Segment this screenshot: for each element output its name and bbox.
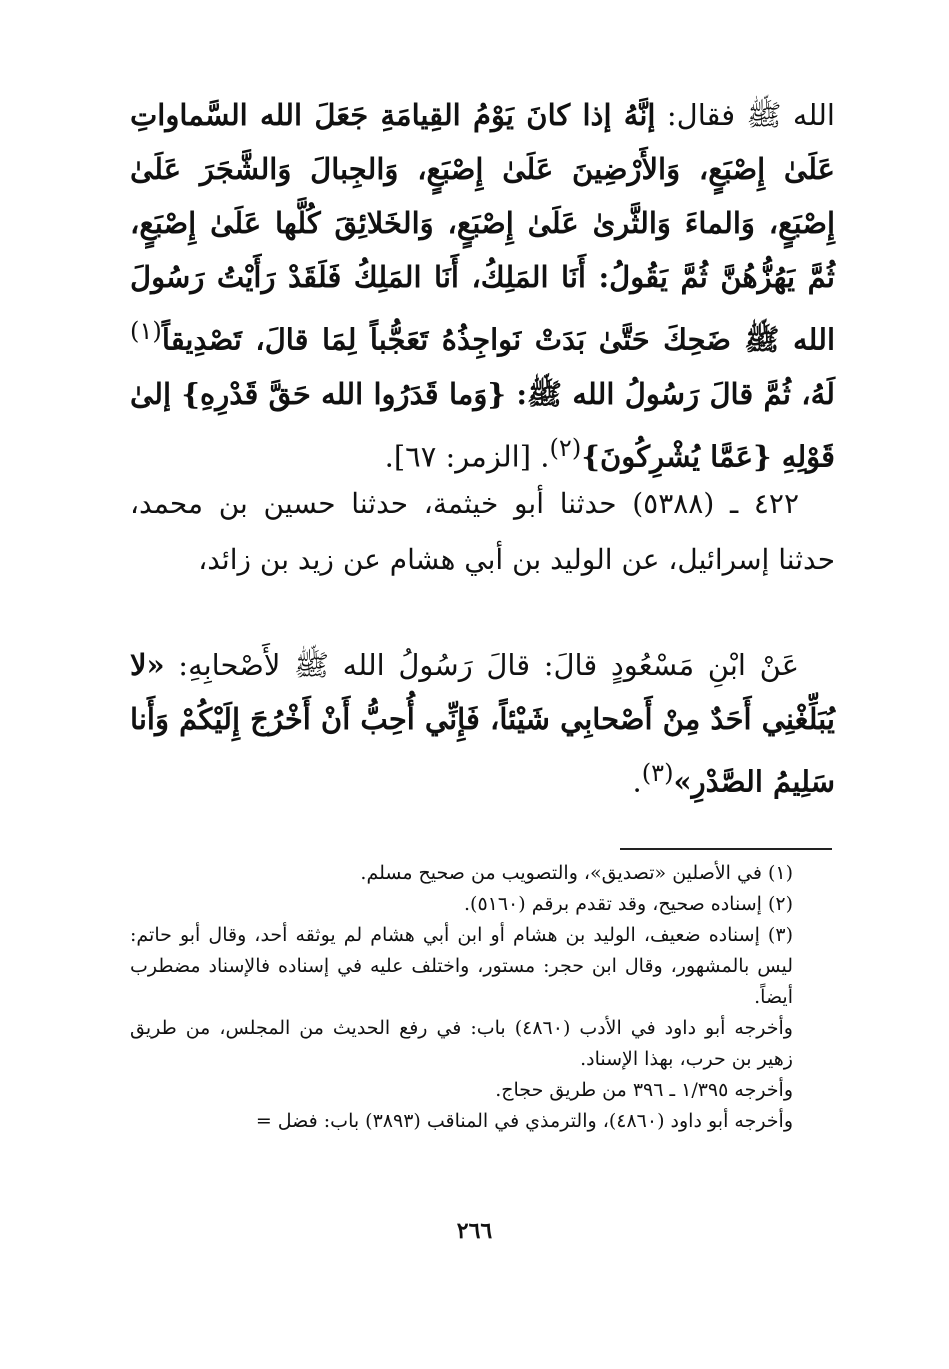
hadith-422-isnad-text: ٤٢٢ ـ (٥٣٨٨) حدثنا أبو خيثمة، حدثنا حسين بن محمد، حدثنا إسرائيل، عن الوليد بن أبي هشام عن زيد بن زائد، [130, 487, 835, 576]
footnote-separator [620, 848, 832, 850]
footnote-3: (٣) إسناده ضعيف، الوليد بن هشام أو ابن أبي هشام لم يوثقه أحد، وقال أبو حاتم: ليس بالمشهور، وقال ابن حجر: مستور، واختلف عليه في إسناده فالإسناد مضطرب أيضاً. [130, 924, 793, 1008]
hadith-421-body: إنَّهُ إذا كانَ يَوْمُ القِيامَةِ جَعَلَ الله السَّماواتِ عَلَىٰ إِصْبَعٍ، وَالأَرْضِينَ عَلَىٰ إِصْبَعٍ، وَالجِبالَ وَالشَّجَرَ عَلَىٰ إِصْبَعٍ، وَالماءَ وَالثَّرىٰ عَلَىٰ إِصْبَعٍ، وَالخَلائِقَ كُلَّها عَلَىٰ إِصْبَعٍ، ثُمَّ يَهُزُّهُنَّ ثُمَّ يَقُولُ: أَنَا المَلِكُ، أَنَا المَلِكُ فَلَقَدْ رَأَيْتُ رَسُولَ الله ﷺ ضَحِكَ حَتَّىٰ بَدَتْ نَواجِذُهُ تَعَجُّباً لِمَا قالَ، تَصْدِيقاً [130, 98, 835, 357]
footnote-ref-3: (٣) [641, 759, 674, 787]
hadith-421-lead: الله ﷺ فقال: [655, 98, 835, 132]
footnote-ref-1: (١) [130, 317, 162, 345]
footnotes [130, 858, 835, 1137]
footnote-3-continuation: وأخرجه أبو داود في الأدب (٤٨٦٠) باب: في رفع الحديث من المجلس، من طريق زهير بن حرب، بهذا الإسناد. [130, 1017, 793, 1070]
hadith-422-end: . [632, 764, 642, 799]
hadith-422-body: «لا يُبَلِّغْنِي أَحَدٌ مِنْ أَصْحابِي شَيْئاً، فَإِنِّي أُحِبُّ أَنْ أَخْرُجَ إِلَيْكُمْ وَأَنا سَلِيمُ الصَّدْرِ» [130, 648, 835, 799]
footnote-2: (٢) إسناده صحيح، وقد تقدم برقم (٥١٦٠). [463, 893, 793, 915]
hadith-422-text [130, 638, 835, 809]
hadith-421-text [130, 88, 835, 483]
hadith-422-isnad [130, 476, 835, 588]
page-number: ٢٦٦ [456, 1218, 493, 1244]
footnote-3-continuation-3: وأخرجه أبو داود (٤٨٦٠)، والترمذي في المناقب (٣٨٩٣) باب: فضل = [255, 1110, 793, 1132]
hadith-421-tail: لَهُ، ثُمَّ قالَ رَسُولُ الله ﷺ: {وَما قَدَرُوا الله حَقَّ قَدْرِهِ} إلىٰ قَوْلِهِ {عَمَّا يُشْرِكُونَ} [130, 376, 835, 474]
footnote-3-continuation-2: وأخرجه ١/٣٩٥ ـ ٣٩٦ من طريق حجاج. [495, 1079, 793, 1101]
hadith-421-citation: . [الزمر: ٦٧]. [384, 439, 550, 474]
hadith-422-lead: عَنْ ابْنِ مَسْعُودٍ قالَ: قالَ رَسُولُ الله ﷺ لأَصْحابِهِ: [164, 648, 799, 682]
footnote-1: (١) في الأصلين «تصديق»، والتصويب من صحيح مسلم. [360, 862, 793, 884]
footnote-ref-2: (٢) [549, 433, 582, 462]
